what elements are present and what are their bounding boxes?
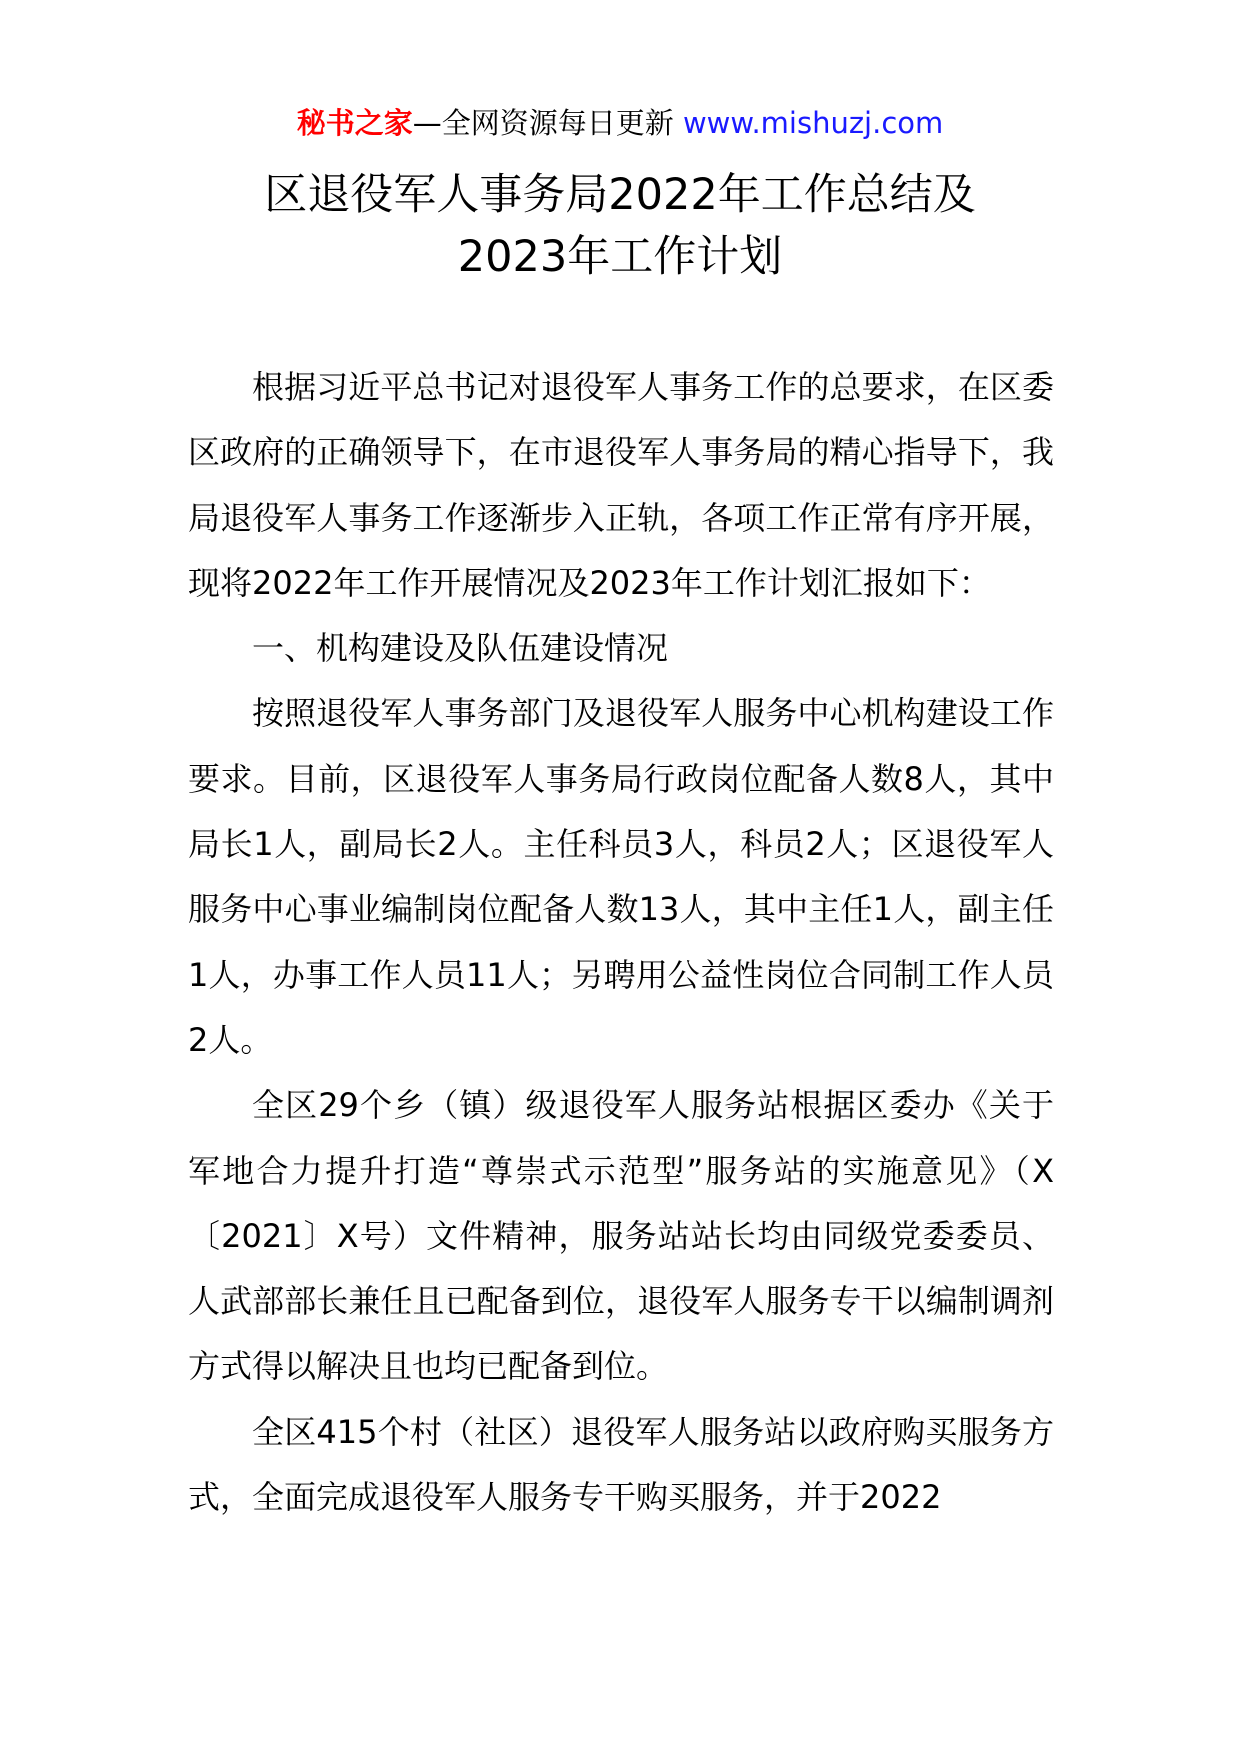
title-line-1: 区退役军人事务局2022年工作总结及 <box>264 170 976 220</box>
brand-name: 秘书之家 <box>296 106 413 140</box>
site-url-link[interactable]: www.mishuzj.com <box>682 106 944 140</box>
paragraph-staffing: 按照退役军人事务部门及退役军人服务中心机构建设工作要求。目前，区退役军人事务局行政岗位配备人数8人，其中局长1人，副局长2人。主任科员3人，科员2人；区退役军人服务中心事业编制岗位配备人数13人，其中主任1人，副主任1人，办事工作人员11人；另聘用公益性岗位合同制工作人员2人。 <box>188 694 1054 1059</box>
paragraph-township-stations: 全区29个乡（镇）级退役军人服务站根据区委办《关于军地合力提升打造“尊崇式示范型”服务站的实施意见》（X〔2021〕X号）文件精神，服务站站长均由同级党委委员、人武部部长兼任且已配备到位，退役军人服务专干以编制调剂方式得以解决且也均已配备到位。 <box>188 1086 1054 1386</box>
paragraph-village-stations: 全区415个村（社区）退役军人服务站以政府购买服务方式，全面完成退役军人服务专干购买服务，并于2022 <box>188 1412 1054 1517</box>
title-line-2: 2023年工作计划 <box>457 232 783 282</box>
section-heading-1: 一、机构建设及队伍建设情况 <box>252 629 669 668</box>
document-body <box>188 355 1054 1530</box>
site-header <box>0 103 1240 143</box>
header-tagline: —全网资源每日更新 <box>412 106 683 140</box>
document-title <box>0 164 1240 288</box>
paragraph-intro: 根据习近平总书记对退役军人事务工作的总要求，在区委区政府的正确领导下，在市退役军人事务局的精心指导下，我局退役军人事务工作逐渐步入正轨，各项工作正常有序开展，现将2022年工作开展情况及2023年工作计划汇报如下： <box>188 368 1054 602</box>
